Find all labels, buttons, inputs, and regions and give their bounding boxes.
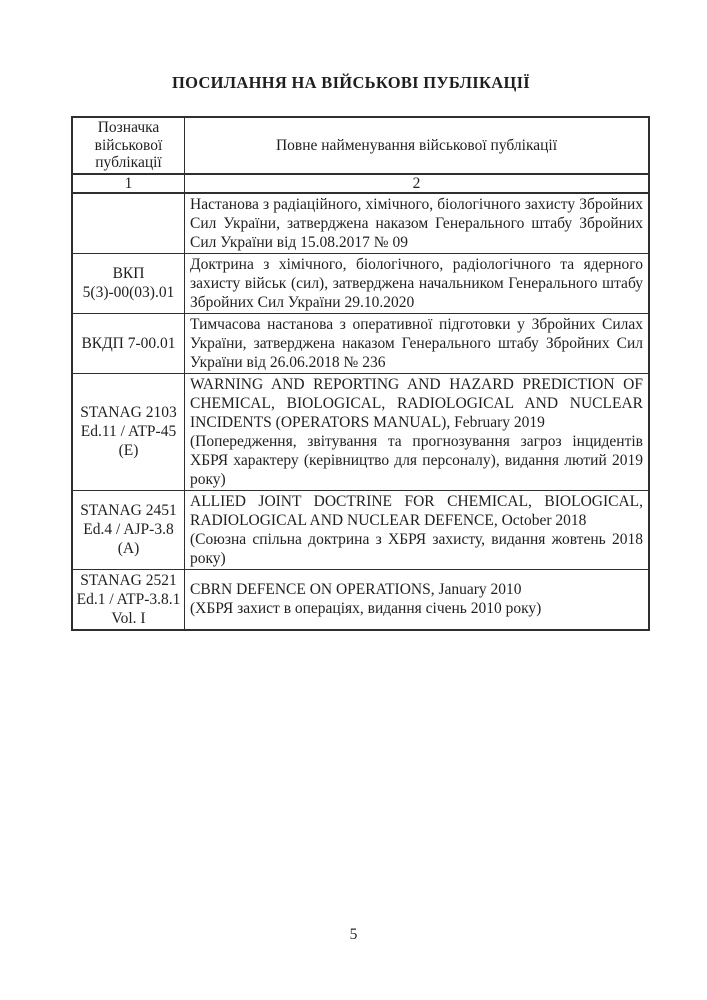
numbering-row xyxy=(72,174,649,193)
designation-cell: ВКП 5(3)-00(03).01 xyxy=(72,253,185,313)
designation-cell: STANAG 2451 Ed.4 / AJP-3.8 (A) xyxy=(72,490,185,569)
publication-paragraph: Доктрина з хімічного, біологічного, радіологічного та ядерного захисту військ (сил), затверджена начальником Генерального штабу Збройних Сил України 29.10.2020 xyxy=(190,255,643,311)
publication-paragraph: Тимчасова настанова з оперативної підготовки у Збройних Силах України, затверджена наказом Генерального штабу Збройних Сил України від 26.06.2018 № 236 xyxy=(190,315,643,371)
designation-cell: ВКДП 7-00.01 xyxy=(72,313,185,373)
table-row xyxy=(72,253,649,313)
publication-paragraph-en: ALLIED JOINT DOCTRINE FOR CHEMICAL, BIOLOGICAL, RADIOLOGICAL AND NUCLEAR DEFENCE, October 2018 xyxy=(190,492,643,529)
table-row xyxy=(72,569,649,630)
publication-paragraph-en: CBRN DEFENCE ON OPERATIONS, January 2010 xyxy=(190,581,522,599)
publication-name-cell xyxy=(185,313,650,373)
publication-name-cell xyxy=(185,193,650,254)
designation-cell: STANAG 2103 Ed.11 / ATP-45 (E) xyxy=(72,373,185,490)
table-row xyxy=(72,490,649,569)
publication-name-cell xyxy=(185,569,650,630)
publication-paragraph-uk: (ХБРЯ захист в операціях, видання січень 2010 року) xyxy=(190,600,542,618)
header-full-name-cell: Повне найменування військової публікації xyxy=(185,117,650,174)
publications-table xyxy=(71,116,650,631)
table-row xyxy=(72,313,649,373)
publication-name-cell xyxy=(185,490,650,569)
designation-cell xyxy=(72,193,185,254)
publication-paragraph-uk: (Попередження, звітування та прогнозування загроз інцидентів ХБРЯ характеру (керівництво для персоналу), видання лютий 2019 року) xyxy=(190,432,643,488)
numbering-col1-cell: 1 xyxy=(72,174,185,193)
page-content xyxy=(71,73,643,631)
page-title: ПОСИЛАННЯ НА ВІЙСЬКОВІ ПУБЛІКАЦІЇ xyxy=(171,73,531,92)
page-number: 5 xyxy=(349,926,358,943)
table-row xyxy=(72,193,649,254)
table-header-row xyxy=(72,117,649,174)
publication-name-cell xyxy=(185,253,650,313)
publication-paragraph-en: WARNING AND REPORTING AND HAZARD PREDICTION OF CHEMICAL, BIOLOGICAL, RADIOLOGICAL AND NUCLEAR INCIDENTS (OPERATORS MANUAL), February 2019 xyxy=(190,375,643,431)
designation-cell: STANAG 2521 Ed.1 / ATP-3.8.1 Vol. I xyxy=(72,569,185,630)
numbering-col2-cell: 2 xyxy=(185,174,650,193)
publication-paragraph-uk: (Союзна спільна доктрина з ХБРЯ захисту, видання жовтень 2018 року) xyxy=(190,530,643,567)
header-designation-cell: Позначка військової публікації xyxy=(72,117,185,174)
publication-name-cell xyxy=(185,373,650,490)
table-row xyxy=(72,373,649,490)
publication-paragraph: Настанова з радіаційного, хімічного, біологічного захисту Збройних Сил України, затверджена наказом Генерального штабу Збройних Сил України від 15.08.2017 № 09 xyxy=(190,195,643,251)
